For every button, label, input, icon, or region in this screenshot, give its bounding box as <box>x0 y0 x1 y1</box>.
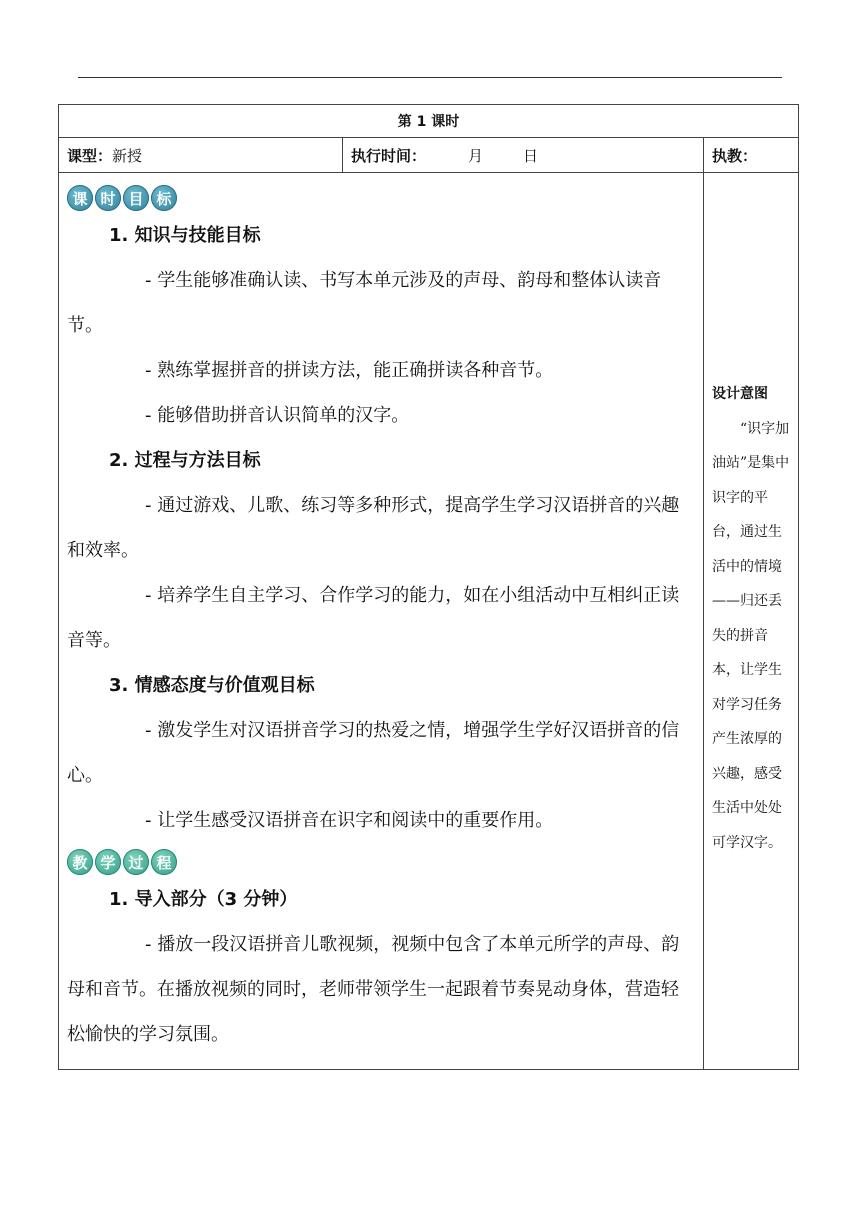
design-intent-cell <box>704 173 799 1070</box>
lesson-plan-table <box>58 104 799 1070</box>
exec-time-cell <box>343 138 704 173</box>
section-heading: 1. 知识与技能目标 <box>109 225 261 246</box>
objective-item: - 激发学生对汉语拼音学习的热爱之情，增强学生学好汉语拼音的信心。 <box>67 720 680 786</box>
exec-time-label: 执行时间： <box>351 146 427 165</box>
badge-char: 标 <box>151 185 177 211</box>
badge-char: 程 <box>151 849 177 875</box>
lesson-type-cell <box>59 138 343 173</box>
lesson-type-value: 新授 <box>112 146 143 165</box>
section-heading: 3. 情感态度与价值观目标 <box>109 675 315 696</box>
badge-char: 目 <box>123 185 149 211</box>
process-item: - 播放一段汉语拼音儿歌视频，视频中包含了本单元所学的声母、韵母和音节。在播放视频的同时，老师带领学生一起跟着节奏晃动身体，营造轻松愉快的学习氛围。 <box>67 934 680 1045</box>
lesson-type-label: 课型： <box>67 146 113 165</box>
objective-item: - 学生能够准确认读、书写本单元涉及的声母、韵母和整体认读音节。 <box>67 270 662 336</box>
header-rule <box>78 77 782 78</box>
design-intent-body: “识字加油站”是集中识字的平台，通过生活中的情境——归还丢失的拼音本，让学生对学习任务产生浓厚的兴趣，感受生活中处处可学汉字。 <box>712 420 790 851</box>
badge-char: 时 <box>95 185 121 211</box>
section-heading: 2. 过程与方法目标 <box>109 450 261 471</box>
badge-char: 教 <box>67 849 93 875</box>
objective-item: - 让学生感受汉语拼音在识字和阅读中的重要作用。 <box>145 810 554 831</box>
day-label: 日 <box>523 146 539 165</box>
objective-item: - 熟练掌握拼音的拼读方法，能正确拼读各种音节。 <box>145 360 554 381</box>
objectives-badge <box>67 183 693 213</box>
month-label: 月 <box>468 146 484 165</box>
lesson-title: 第 1 课时 <box>59 105 799 138</box>
objective-item: - 能够借助拼音认识简单的汉字。 <box>145 405 410 426</box>
process-badge <box>67 847 693 877</box>
main-content <box>59 173 704 1070</box>
badge-char: 过 <box>123 849 149 875</box>
badge-char: 学 <box>95 849 121 875</box>
teacher-cell <box>704 138 799 173</box>
objective-item: - 培养学生自主学习、合作学习的能力，如在小组活动中互相纠正读音等。 <box>67 585 680 651</box>
objective-item: - 通过游戏、儿歌、练习等多种形式，提高学生学习汉语拼音的兴趣和效率。 <box>67 495 680 561</box>
teacher-label: 执教： <box>712 146 758 165</box>
badge-char: 课 <box>67 185 93 211</box>
section-heading: 1. 导入部分（3 分钟） <box>109 889 298 910</box>
design-intent-title: 设计意图 <box>712 386 768 402</box>
